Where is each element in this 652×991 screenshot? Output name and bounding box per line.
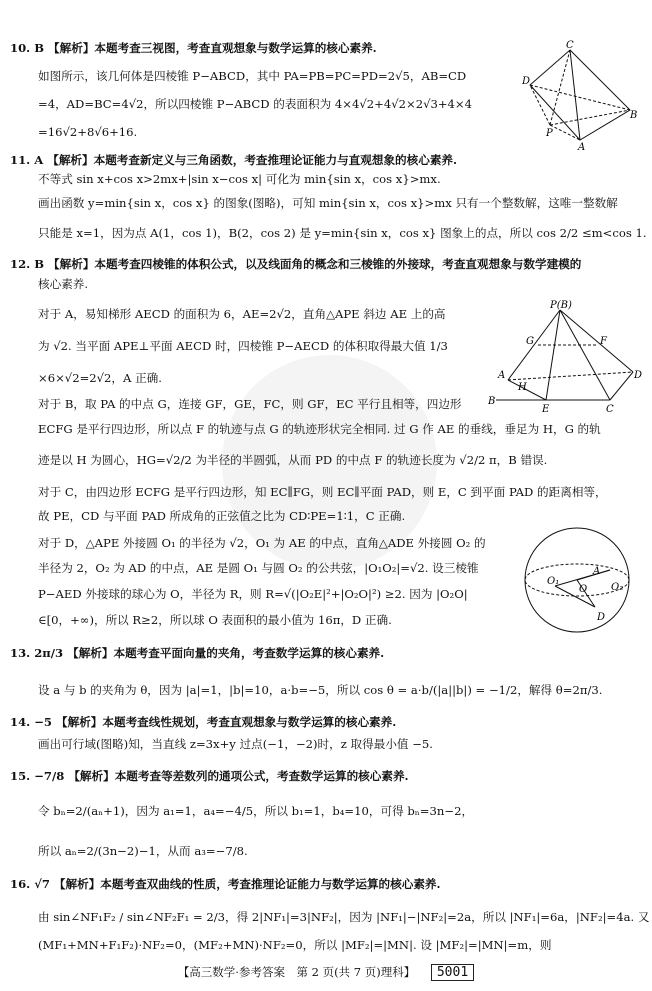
question-heading: 13. 2π/3 【解析】本题考查平面向量的夹角，考查数学运算的核心素养. [10, 646, 385, 660]
fig10-label-d: D [522, 76, 531, 87]
solution-line: ∈[0，+∞)，所以 R≥2，所以球 O 表面积的最小值为 16π，D 正确. [38, 613, 392, 627]
fig12-label-f: F [600, 336, 607, 347]
question-heading: 14. −5 【解析】本题考查线性规划，考查直观想象与数学运算的核心素养. [10, 715, 397, 729]
fig12d-label-o2: O₂ [611, 582, 624, 593]
solution-line: 对于 C，由四边形 ECFG 是平行四边形，知 EC∥FG，则 EC∥平面 PAD，则 E，C 到平面 PAD 的距离相等， [38, 485, 607, 499]
page-footer [0, 964, 652, 981]
solution-line: 对于 D，△APE 外接圆 O₁ 的半径为 √2，O₁ 为 AE 的中点，直角△ADE 外接圆 O₂ 的 [38, 536, 486, 550]
solution-line: 迹是以 H 为圆心，HG=√2/2 为半径的半圆弧，从而 PD 的中点 F 的轨迹长度为 √2/2 π，B 错误. [38, 453, 548, 467]
fig12-label-c: C [606, 404, 614, 415]
fig12-label-d: D [634, 370, 643, 381]
solution-line: =16√2+8√6+16. [38, 125, 138, 139]
solution-line: 半径为 2，O₂ 为 AD 的中点，AE 是圆 O₁ 与圆 O₂ 的公共弦，|O₁O₂|=√2. 设三棱锥 [38, 561, 479, 575]
fig12d-label-o: O [579, 584, 588, 595]
question-heading: 12. B 【解析】本题考查四棱锥的体积公式，以及线面角的概念和三棱锥的外接球，考查直观想象与数学建模的 [10, 257, 582, 271]
solution-line: (MF₁+MN+F₁F₂)·NF₂=0，(MF₂+MN)·NF₂=0，所以 |MF₂|=|MN|. 设 |MF₂|=|MN|=m，则 [38, 938, 552, 952]
fig12d-label-d: D [597, 612, 606, 623]
fig12-label-h: H [518, 382, 527, 393]
page-code: 5001 [431, 964, 474, 981]
solution-line: 如图所示，该几何体是四棱锥 P−ABCD，其中 PA=PB=PC=PD=2√5，AB=CD [38, 69, 467, 83]
solution-line: 为 √2. 当平面 APE⊥平面 AECD 时，四棱锥 P−AECD 的体积取得最大值 1/3 [38, 339, 448, 353]
solution-line: ×6×√2=2√2，A 正确. [38, 371, 162, 385]
solution-line: ECFG 是平行四边形，所以点 F 的轨迹与点 G 的轨迹形状完全相同. 过 G 作 AE 的垂线，垂足为 H，G 的轨 [38, 422, 601, 436]
pyramid-figure-q12 [488, 300, 643, 415]
solution-line: 故 PE，CD 与平面 PAD 所成角的正弦值之比为 CD∶PE=1∶1，C 正确. [38, 509, 406, 523]
footer-text: 【高三数学·参考答案 第 2 页(共 7 页)理科】 [177, 965, 416, 979]
solution-line: 由 sin∠NF₁F₂ / sin∠NF₂F₁ = 2/3，得 2|NF₁|=3|NF₂|，因为 |NF₁|−|NF₂|=2a，所以 |NF₁|=6a，|NF₂|=4a. 又 [38, 910, 650, 924]
solution-line: 令 bₙ=2/(aₙ+1)，因为 a₁=1，a₄=−4/5，所以 b₁=1，b₄=10，可得 bₙ=3n−2， [38, 804, 474, 818]
fig12d-label-o1: O₁ [547, 576, 560, 587]
solution-line: =4，AD=BC=4√2，所以四棱锥 P−ABCD 的表面积为 4×4√2+4√2×2√3+4×4 [38, 97, 473, 111]
fig12-label-g: G [526, 336, 534, 347]
fig10-label-c: C [566, 40, 574, 51]
question-heading: 16. √7 【解析】本题考查双曲线的性质，考查推理论证能力与数学运算的核心素养. [10, 877, 441, 891]
fig12-label-a: A [498, 370, 506, 381]
solution-line: 所以 aₙ=2/(3n−2)−1，从而 a₃=−7/8. [38, 844, 248, 858]
fig10-label-p: P [546, 128, 553, 139]
solution-line: 画出函数 y=min{sin x，cos x} 的图象(图略)，可知 min{sin x，cos x}>mx 只有一个整数解，这唯一整数解 [38, 196, 618, 210]
question-heading: 10. B 【解析】本题考查三视图，考查直观想象与数学运算的核心素养. [10, 41, 377, 55]
solution-line: 设 a 与 b 的夹角为 θ，因为 |a|=1，|b|=10，a·b=−5，所以 cos θ = a·b/(|a||b|) = −1/2，解得 θ=2π/3. [38, 683, 603, 697]
fig12-label-e: E [542, 404, 550, 415]
question-heading: 15. −7/8 【解析】本题考查等差数列的通项公式，考查数学运算的核心素养. [10, 769, 409, 783]
solution-line: 画出可行域(图略)知，当直线 z=3x+y 过点(−1，−2)时，z 取得最小值 −5. [38, 737, 433, 751]
solution-line: 对于 B，取 PA 的中点 G，连接 GF，GE，FC，则 GF，EC 平行且相等，四边形 [38, 397, 462, 411]
fig10-label-a: A [578, 142, 586, 150]
pyramid-figure-q10 [520, 40, 640, 150]
question-heading: 11. A 【解析】本题考查新定义与三角函数，考查推理论证能力与直观想象的核心素养. [10, 153, 458, 167]
fig12d-label-a: A [593, 566, 601, 577]
solution-line: 核心素养. [38, 277, 89, 291]
solution-line: 只能是 x=1，因为点 A(1，cos 1)，B(2，cos 2) 是 y=min{sin x，cos x} 图象上的点，所以 cos 2/2 ≤m<cos 1. [38, 226, 647, 240]
solution-line: 不等式 sin x+cos x>2mx+|sin x−cos x| 可化为 min{sin x，cos x}>mx. [38, 172, 441, 186]
solution-line: P−AED 外接球的球心为 O，半径为 R，则 R=√(|O₂E|²+|O₂O|²) ≥2. 因为 |O₂O| [38, 587, 468, 601]
fig10-label-b: B [630, 110, 638, 121]
fig12-label-pb: P(B) [550, 300, 572, 311]
sphere-figure-q12 [515, 522, 645, 637]
solution-line: 对于 A，易知梯形 AECD 的面积为 6，AE=2√2，直角△APE 斜边 AE 上的高 [38, 307, 446, 321]
fig12-label-b: B [488, 396, 496, 407]
